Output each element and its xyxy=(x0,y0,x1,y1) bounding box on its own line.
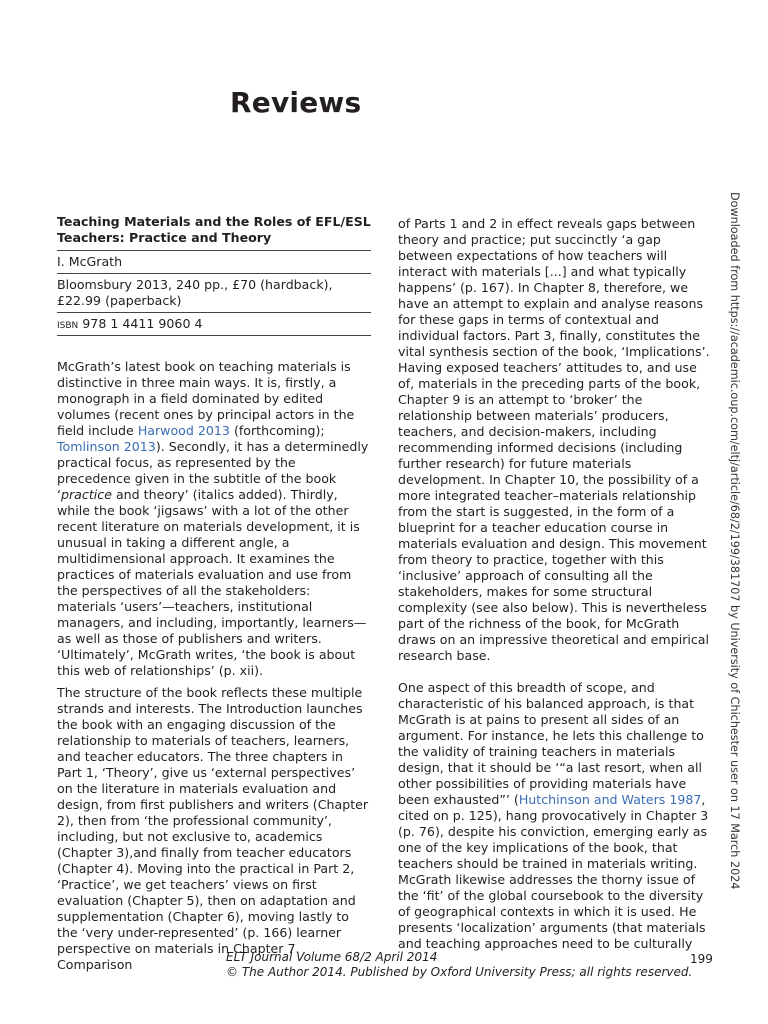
footer xyxy=(226,950,716,980)
journal-info: ELT Journal Volume 68/2 April 2014 xyxy=(226,950,438,964)
paragraph-1-text-d: and theory’ (italics added). Thirdly, while the book ‘jigsaws’ with a lot of the other recent literature on materials development, it is unusual in taking a different angle, a multidimensional approach. It examines the practices of materials evaluation and use from the perspectives of all the stakeholders: materials ‘users’—teachers, institutional managers, and including, importantly, learners—as well as those of publishers and writers. ‘Ultimately’, McGrath writes, ‘the book is about this web of relationships’ (p. xii). xyxy=(57,487,367,678)
book-publication: Bloomsbury 2013, 240 pp., £70 (hardback), £22.99 (paperback) xyxy=(57,274,371,313)
citation-link-hutchinson-waters[interactable]: Hutchinson and Waters 1987 xyxy=(518,792,702,807)
page-title: Reviews xyxy=(230,86,362,119)
paragraph-3-text-a: One aspect of this breadth of scope, and characteristic of his balanced approach, is that McGrath is at pains to present all sides of an argument. For instance, he lets this challenge to the validity of training teachers in materials design, that it should be ‘“a last resort, when all other possibilities of providing materials have been exhausted”’ ( xyxy=(398,680,704,807)
download-note xyxy=(728,192,742,890)
download-note-text: Downloaded from https://academic.oup.com/eltj/article/68/2/199/381707 by University of Chichester user on 17 March 2024 xyxy=(728,192,741,890)
isbn-label: isbn xyxy=(57,316,79,331)
book-author: I. McGrath xyxy=(57,251,371,274)
left-column xyxy=(57,214,371,973)
paragraph-1-text-b: (forthcoming); xyxy=(229,423,325,438)
right-column xyxy=(398,216,712,952)
paragraph-2 xyxy=(57,685,371,973)
paragraph-2-continued: of Parts 1 and 2 in effect reveals gaps between theory and practice; put succinctly ‘a gap between expectations of how teachers will interact with materials [...] and what typically happens’ (p. 167). In Chapter 8, therefore, we have an attempt to explain and analyse reasons for these gaps in terms of contextual and individual factors. Part 3, finally, constitutes the vital synthesis section of the book, ‘Implications’. Having exposed teachers’ attitudes to, and use of, materials in the preceding parts of the book, Chapter 9 is an attempt to ‘broker’ the relationship between materials’ producers, teachers, and decision-makers, including recommending informed decisions (including further research) for future materials development. In Chapter 10, the possibility of a more integrated teacher–materials relationship from the start is suggested, in the form of a blueprint for a teacher education course in materials evaluation and design. This movement from theory to practice, together with this ‘inclusive’ approach of consulting all the stakeholders, makes for some structural complexity (see also below). This is nevertheless part of the richness of the book, for McGrath draws on an impressive theoretical and empirical research base. xyxy=(398,216,710,663)
isbn-number: 978 1 4411 9060 4 xyxy=(82,316,203,331)
copyright-notice: © The Author 2014. Published by Oxford University Press; all rights reserved. xyxy=(226,965,693,979)
paragraph-3 xyxy=(398,680,712,952)
italic-practice: practice xyxy=(61,487,112,502)
paragraph-3-text-b: , cited on p. 125), hang provocatively in Chapter 3 (p. 76), despite his conviction, emerging early as one of the key implications of the book, that teachers should be trained in materials writing. McGrath likewise addresses the thorny issue of the ‘fit’ of the global coursebook to the diversity of geographical contexts in which it is used. He presents ‘localization’ arguments (that materials and teaching approaches need to be culturally xyxy=(398,792,709,951)
page-number: 199 xyxy=(690,952,713,966)
paragraph-2-text: The structure of the book reflects these multiple strands and interests. The Introduction launches the book with an engaging discussion of the relationship to materials of teachers, learners, and teacher educators. The three chapters in Part 1, ‘Theory’, give us ‘external perspectives’ on the literature in materials evaluation and design, from first publishers and writers (Chapter 2), then from ‘the professional community’, including, but not exclusive to, academics (Chapter 3),and finally from teacher educators (Chapter 4). Moving into the practical in Part 2, ‘Practice’, we get teachers’ views on first evaluation (Chapter 5), then on adaptation and supplementation (Chapter 6), moving lastly to the ‘very under-represented’ (p. 166) learner perspective on materials in Chapter 7. Comparison xyxy=(57,685,369,972)
paragraph-1-text-a: McGrath’s latest book on teaching materials is distinctive in three main ways. It is, firstly, a monograph in a field dominated by edited volumes (recent ones by principal actors in the field include xyxy=(57,359,355,438)
paragraph-1 xyxy=(57,359,371,679)
paragraph-1-text-c: ). Secondly, it has a determinedly practical focus, as represented by the precedence given in the subtitle of the book ‘ xyxy=(57,439,369,502)
book-title: Teaching Materials and the Roles of EFL/ESL Teachers: Practice and Theory xyxy=(57,214,371,251)
book-isbn xyxy=(57,313,371,336)
citation-link-harwood[interactable]: Harwood 2013 xyxy=(137,423,230,438)
citation-link-tomlinson[interactable]: Tomlinson 2013 xyxy=(57,439,156,454)
